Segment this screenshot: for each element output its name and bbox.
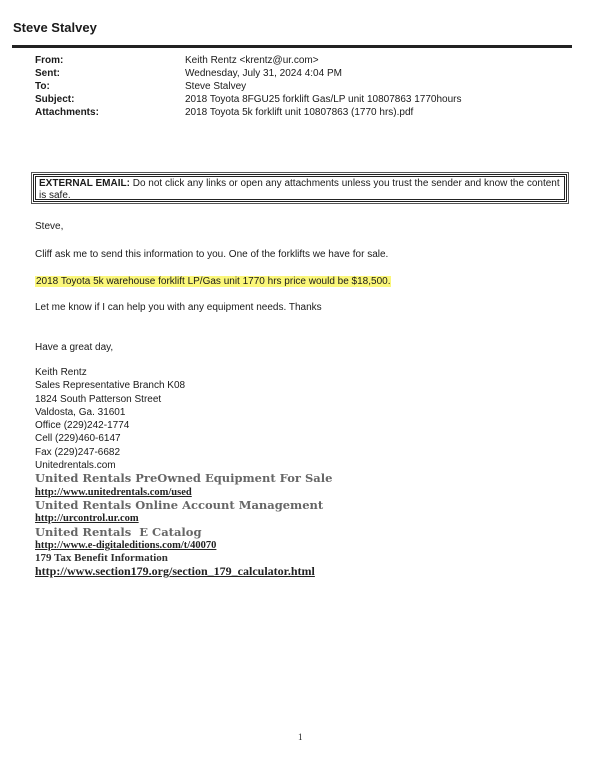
title-divider [12,45,572,48]
sig-cell: Cell (229)460-6147 [35,433,121,445]
from-label: From: [35,55,64,66]
attachments-label: Attachments: [35,107,99,118]
sig-office: Office (229)242-1774 [35,420,130,432]
subject-label: Subject: [35,94,75,105]
sig-street: 1824 South Patterson Street [35,393,162,405]
external-email-label: EXTERNAL EMAIL: [39,178,130,189]
sig-fax: Fax (229)247-6682 [35,446,121,458]
paragraph-1: Cliff ask me to send this information to you. One of the forklifts we have for sale. [35,249,389,260]
sig-title: Sales Representative Branch K08 [35,380,186,392]
catalog-heading: United Rentals E Catalog [35,524,202,539]
sent-label: Sent: [35,68,60,79]
tax-link[interactable]: http://www.section179.org/section_179_calculator.html [35,564,315,579]
catalog-link[interactable]: http://www.e-digitaleditions.com/t/40070 [35,539,217,551]
greeting: Steve, [35,221,64,232]
highlighted-price: 2018 Toyota 5k warehouse forklift LP/Gas unit 1770 hrs price would be $18,500. [36,276,391,287]
tax-heading: 179 Tax Benefit Information [35,552,168,565]
paragraph-3: Let me know if I can help you with any equipment needs. Thanks [35,302,322,313]
sig-city: Valdosta, Ga. 31601 [35,406,126,418]
subject-value: 2018 Toyota 8FGU25 forklift Gas/LP unit 10807863 1770hours [185,94,462,105]
preowned-link[interactable]: http://www.unitedrentals.com/used [35,486,192,498]
to-value: Steve Stalvey [185,81,247,92]
signature-block [35,366,332,579]
account-link[interactable]: http://urcontrol.ur.com [35,513,139,525]
sent-value: Wednesday, July 31, 2024 4:04 PM [185,68,342,79]
sig-name: Keith Rentz [35,367,87,378]
sender-title: Steve Stalvey [13,20,97,35]
sig-website: Unitedrentals.com [35,460,116,472]
closing: Have a great day, [35,342,114,353]
preowned-heading: United Rentals PreOwned Equipment For Sale [35,471,333,486]
page-number: 1 [298,732,303,742]
from-value: Keith Rentz <krentz@ur.com> [185,55,319,66]
external-email-warning [33,174,567,202]
to-label: To: [35,81,50,92]
account-heading: United Rentals Online Account Management [35,497,324,512]
attachments-value[interactable]: 2018 Toyota 5k forklift unit 10807863 (1770 hrs).pdf [185,107,414,118]
external-email-text: Do not click any links or open any attachments unless you trust the sender and know the content is safe. [39,178,560,201]
